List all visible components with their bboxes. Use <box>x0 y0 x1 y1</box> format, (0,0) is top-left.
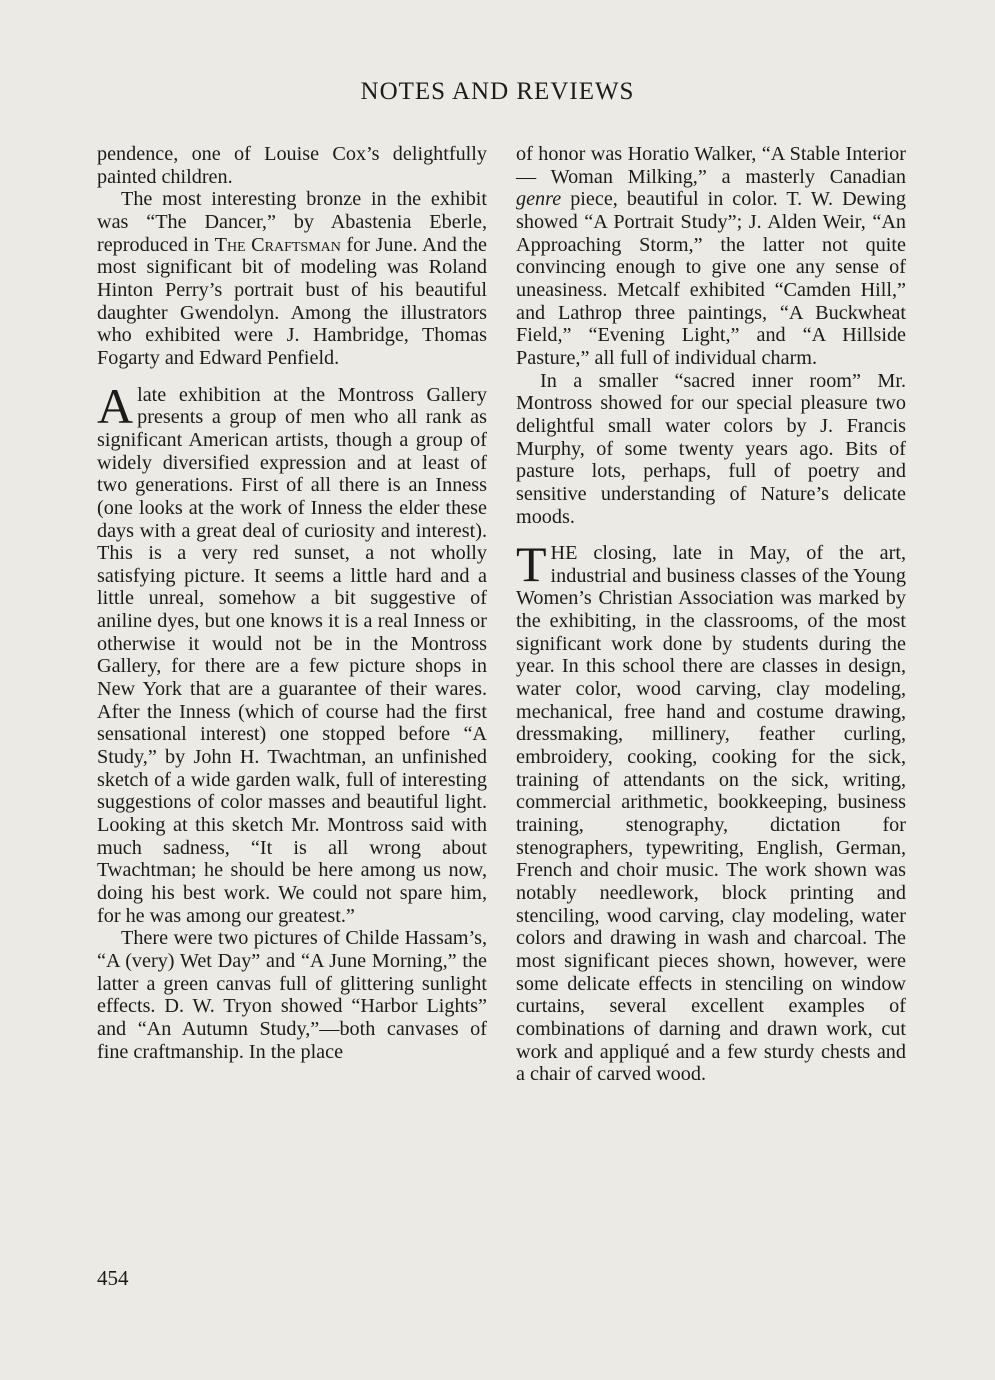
left-paragraph-2-text-a: The most interesting bronze in the exhibit was “The Dancer,” by Abastenia Eberle, reproduced in <box>97 188 487 256</box>
right-paragraph-2: In a smaller “sacred inner room” Mr. Montross showed for our special pleasure two delightful small water colors by J. Francis Murphy, of some twenty years ago. Bits of pasture lots, perhaps, full of poetry and sensitive understanding of Nature’s delicate moods. <box>516 369 906 528</box>
left-paragraph-2 <box>97 188 487 369</box>
left-paragraph-3 <box>97 377 487 928</box>
left-column <box>97 143 487 1063</box>
right-column <box>516 143 906 1086</box>
running-head: NOTES AND REVIEWS <box>360 78 635 105</box>
page-number: 454 <box>97 1266 129 1290</box>
drop-cap-t: T <box>516 536 547 593</box>
right-paragraph-1 <box>516 143 906 370</box>
genre-word: genre <box>516 188 562 211</box>
right-paragraph-1-text-a: of honor was Horatio Walker, “A Stable Interior — Woman Milking,” a masterly Canadian <box>516 143 906 188</box>
left-paragraph-1: pendence, one of Louise Cox’s delightfully painted children. <box>97 143 487 188</box>
right-paragraph-1-text-b: piece, beautiful in color. T. W. Dewing showed “A Portrait Study”; J. Alden Weir, “An Approaching Storm,” the latter not quite convincing enough to give one any sense of uneasiness. Metcalf exhibited “Camden Hill,” and Lathrop three paintings, “A Buckwheat Field,” “Evening Light,” and “A Hillside Pasture,” all full of individual charm. <box>516 188 906 369</box>
left-paragraph-4: There were two pictures of Childe Hassam’s, “A (very) Wet Day” and “A June Morning,” the latter a green canvas full of glittering sunlight effects. D. W. Tryon showed “Harbor Lights” and “An Autumn Study,”—both canvases of fine craftmanship. In the place <box>97 927 487 1063</box>
drop-cap-a: A <box>97 377 134 434</box>
left-paragraph-3-text: late exhibition at the Montross Gallery presents a group of men who all rank as significant American artists, though a group of widely diversified expression and at least of two generations. First of all there is an Inness (one looks at the work of Inness the elder these days with a great deal of curiosity and interest). This is a very red sunset, a not wholly satisfying picture. It seems a little hard and a little unreal, somehow a bit suggestive of aniline dyes, but one knows it is a real Inness or otherwise it would not be in the Montross Gallery, for there are a few picture shops in New York that are a guarantee of their wares. After the Inness (which of course had the first sensational interest) one stopped before “A Study,” by John H. Twachtman, an unfinished sketch of a wide garden walk, full of interesting suggestions of color masses and beautiful light. Looking at this sketch Mr. Montross said with much sadness, “It is all wrong about Twachtman; he should be here among us now, doing his best work. We could not spare him, for he was among our greatest.” <box>97 383 487 927</box>
left-paragraph-2-text-b: for June. And the most significant bit of modeling was Roland Hinton Perry’s portrait bust of his beautiful daughter Gwendolyn. Among the illustrators who exhibited were J. Hambridge, Thomas Fogarty and Edward Penfield. <box>97 233 488 369</box>
right-paragraph-3 <box>516 536 906 1086</box>
right-paragraph-3-text: HE closing, late in May, of the art, industrial and business classes of the Young Women’s Christian Association was marked by the exhibiting, in the classrooms, of the most significant work done by students during the year. In this school there are classes in design, water color, wood carving, clay modeling, mechanical, free hand and costume drawing, dressmaking, millinery, feather curling, embroidery, cooking, cooking for the sick, training of attendants on the sick, writing, commercial arithmetic, bookkeeping, business training, stenography, dictation for stenographers, typewriting, English, German, French and choir music. The work shown was notably needlework, block printing and stenciling, wood carving, clay modeling, water colors and drawing in wash and charcoal. The most significant pieces shown, however, were some delicate effects in stenciling on window curtains, several excellent examples of combinations of darning and drawn work, cut work and appliqué and a few sturdy chests and a chair of carved wood. <box>516 542 906 1086</box>
magazine-title: The Craftsman <box>214 233 341 256</box>
